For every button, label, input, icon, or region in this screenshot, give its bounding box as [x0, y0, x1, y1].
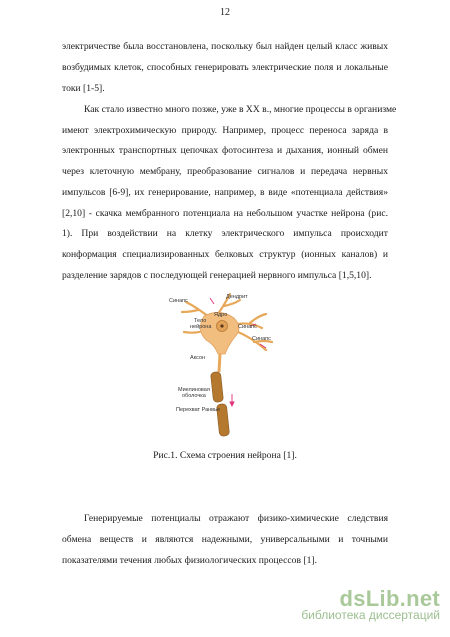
- text-line: через клеточную мембрану, преобразование сигналов и передача нервных: [62, 166, 388, 177]
- text-line: конформация специализированных белковых структур (ионных каналов) и: [62, 249, 388, 260]
- text-line: возбудимых клеток, способных генерировать электрические поля и локальные: [62, 62, 388, 73]
- text-line: обмена веществ и являются надежными, универсальными и точными: [62, 534, 388, 545]
- text-line: Как стало известно много позже, уже в XX в., многие процессы в организме: [84, 104, 397, 115]
- watermark-logo: dsLib.net: [339, 586, 440, 611]
- label-synapse: Синапс: [169, 298, 188, 304]
- text-line: импульсов [6-9], их генерирование, например, в виде «потенциала действия»: [62, 187, 388, 198]
- label-myelin: Миелиновая: [178, 387, 210, 393]
- watermark: [301, 586, 440, 622]
- text-line: электричестве была восстановлена, поскольку был найден целый класс живых: [62, 41, 388, 52]
- text-line: [2,10] - скачка мембранного потенциала на небольшом участке нейрона (рис.: [62, 208, 388, 219]
- text-line: разделение зарядов с последующей генерацией нервного импульса [1,5,10].: [62, 270, 372, 281]
- axon: [219, 354, 220, 372]
- label-dendrite: Дендрит: [226, 294, 248, 300]
- label-nucleus: Ядро: [214, 312, 228, 318]
- text-line: Генерируемые потенциалы отражают физико-химические следствия: [84, 513, 388, 524]
- label-synapse-2: Синапс: [238, 324, 257, 330]
- label-axon: Аксон: [190, 355, 206, 361]
- label-synapse-3: Синапс: [252, 336, 271, 342]
- label-myelin-2: оболочка: [182, 393, 206, 399]
- text-line: имеют электрохимическую природу. Например, процесс переноса заряда в: [62, 125, 388, 136]
- text-line: токи [1-5].: [62, 83, 105, 94]
- text-line: показателями течения любых физиологических процессов [1].: [62, 555, 317, 566]
- text-line: электронных транспортных цепочках фотосинтеза и дыхания, ионный обмен: [62, 145, 388, 156]
- watermark-tagline: библиотека диссертаций: [301, 608, 440, 622]
- figure-caption: Рис.1. Схема строения нейрона [1].: [153, 450, 297, 461]
- label-body-2: нейрона: [190, 324, 212, 330]
- text-line: 1). При воздействии на клетку электрического импульса происходит: [62, 228, 388, 239]
- myelin-segment: [210, 372, 223, 403]
- label-ranvier: Перехват Ранвье: [176, 407, 221, 413]
- label-body: Тело: [194, 318, 207, 324]
- neuron-diagram: [168, 290, 288, 440]
- page-number: 12: [220, 7, 230, 18]
